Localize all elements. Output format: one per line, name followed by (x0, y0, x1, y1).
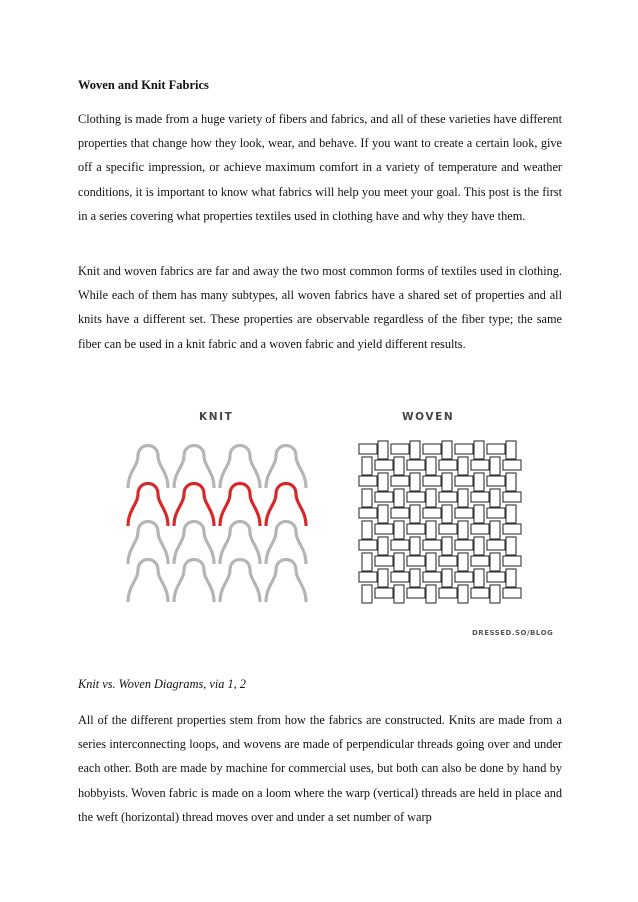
knit-loop (128, 522, 168, 565)
woven-thread-segment (375, 556, 393, 566)
woven-thread-segment (458, 553, 468, 571)
woven-label: WOVEN (402, 411, 455, 423)
woven-thread-segment (503, 588, 521, 598)
woven-thread-segment (439, 524, 457, 534)
knit-loop (220, 522, 260, 565)
woven-thread-segment (439, 588, 457, 598)
woven-thread-segment (359, 508, 377, 518)
woven-thread-segment (458, 585, 468, 603)
woven-thread-segment (471, 588, 489, 598)
knit-loop (220, 484, 260, 527)
woven-thread-segment (423, 572, 441, 582)
knit-loop (128, 484, 168, 527)
woven-thread-segment (506, 537, 516, 555)
woven-thread-segment (458, 457, 468, 475)
woven-thread-segment (439, 492, 457, 502)
woven-thread-segment (410, 537, 420, 555)
knit-loop (174, 560, 214, 603)
woven-thread-segment (490, 553, 500, 571)
woven-thread-segment (426, 553, 436, 571)
knit-loop (220, 560, 260, 603)
knit-loop (174, 522, 214, 565)
knit-loop (266, 522, 306, 565)
woven-thread-segment (407, 460, 425, 470)
woven-thread-segment (394, 521, 404, 539)
woven-thread-segment (407, 524, 425, 534)
knit-label: KNIT (199, 411, 234, 423)
knit-loop (128, 446, 168, 489)
woven-thread-segment (375, 588, 393, 598)
woven-thread-segment (362, 521, 372, 539)
woven-diagram (358, 440, 523, 605)
woven-thread-segment (474, 569, 484, 587)
knit-diagram (118, 432, 318, 612)
woven-thread-segment (410, 505, 420, 523)
woven-thread-segment (442, 537, 452, 555)
woven-thread-segment (455, 508, 473, 518)
woven-thread-segment (362, 553, 372, 571)
woven-thread-segment (490, 521, 500, 539)
figure-caption: Knit vs. Woven Diagrams, via 1, 2 (78, 677, 246, 691)
knit-woven-diagram (100, 400, 560, 660)
woven-thread-segment (474, 505, 484, 523)
woven-thread-segment (490, 457, 500, 475)
woven-thread-segment (410, 569, 420, 587)
woven-thread-segment (423, 508, 441, 518)
woven-thread-segment (375, 460, 393, 470)
woven-thread-segment (407, 492, 425, 502)
woven-thread-segment (503, 492, 521, 502)
woven-thread-segment (391, 572, 409, 582)
woven-thread-segment (490, 585, 500, 603)
woven-thread-segment (426, 585, 436, 603)
woven-thread-segment (394, 489, 404, 507)
woven-thread-segment (490, 489, 500, 507)
woven-thread-segment (487, 572, 505, 582)
woven-thread-segment (442, 441, 452, 459)
woven-thread-segment (471, 492, 489, 502)
woven-thread-segment (378, 473, 388, 491)
woven-thread-segment (506, 473, 516, 491)
woven-thread-segment (474, 441, 484, 459)
woven-thread-segment (378, 441, 388, 459)
woven-thread-segment (359, 444, 377, 454)
woven-thread-segment (375, 492, 393, 502)
woven-thread-segment (391, 444, 409, 454)
woven-thread-segment (487, 508, 505, 518)
woven-thread-segment (391, 540, 409, 550)
woven-thread-segment (503, 556, 521, 566)
woven-thread-segment (506, 505, 516, 523)
woven-thread-segment (362, 489, 372, 507)
woven-thread-segment (375, 524, 393, 534)
woven-thread-segment (391, 476, 409, 486)
woven-thread-segment (378, 505, 388, 523)
woven-thread-segment (458, 489, 468, 507)
woven-thread-segment (359, 540, 377, 550)
woven-thread-segment (474, 537, 484, 555)
image-credit: DRESSED.SO/BLOG (472, 629, 554, 637)
woven-thread-segment (394, 553, 404, 571)
woven-thread-segment (378, 569, 388, 587)
woven-thread-segment (407, 556, 425, 566)
woven-thread-segment (506, 441, 516, 459)
knit-loop (174, 484, 214, 527)
woven-thread-segment (471, 524, 489, 534)
woven-thread-segment (426, 489, 436, 507)
woven-thread-segment (410, 473, 420, 491)
woven-thread-segment (455, 444, 473, 454)
knit-loop (266, 560, 306, 603)
woven-thread-segment (442, 473, 452, 491)
woven-thread-segment (458, 521, 468, 539)
woven-thread-segment (506, 569, 516, 587)
woven-thread-segment (394, 585, 404, 603)
knit-loop (174, 446, 214, 489)
woven-thread-segment (394, 457, 404, 475)
woven-thread-segment (471, 460, 489, 470)
paragraph-intro: Clothing is made from a huge variety of fibers and fabrics, and all of these varieties have different properties that change how they look, wear, and behave. If you want to create a certain look, give off a specific impression, or achieve maximum comfort in a variety of temperature and weather conditions, it is important to know what fabrics will help you meet your goal. This post is the first in a series covering what properties textiles used in clothing have and why they have them. (78, 112, 562, 223)
woven-thread-segment (471, 556, 489, 566)
woven-thread-segment (423, 476, 441, 486)
knit-loop (220, 446, 260, 489)
woven-thread-segment (487, 444, 505, 454)
knit-loop (266, 446, 306, 489)
woven-thread-segment (407, 588, 425, 598)
woven-thread-segment (442, 505, 452, 523)
woven-thread-segment (487, 476, 505, 486)
knit-loop (128, 560, 168, 603)
woven-thread-segment (391, 508, 409, 518)
woven-thread-segment (474, 473, 484, 491)
paragraph-knit-woven: Knit and woven fabrics are far and away the two most common forms of textiles used in clothing. While each of them has many subtypes, all woven fabrics have a shared set of properties and all knits have a different set. These properties are observable regardless of the fiber type; the same fiber can be used in a knit fabric and a woven fabric and yield different results. (78, 264, 562, 351)
knit-loop (266, 484, 306, 527)
woven-thread-segment (359, 572, 377, 582)
woven-thread-segment (455, 476, 473, 486)
woven-thread-segment (439, 556, 457, 566)
woven-thread-segment (423, 444, 441, 454)
woven-thread-segment (426, 521, 436, 539)
woven-thread-segment (426, 457, 436, 475)
woven-thread-segment (378, 537, 388, 555)
woven-thread-segment (503, 524, 521, 534)
woven-thread-segment (439, 460, 457, 470)
woven-thread-segment (487, 540, 505, 550)
woven-thread-segment (410, 441, 420, 459)
woven-thread-segment (359, 476, 377, 486)
woven-thread-segment (442, 569, 452, 587)
woven-thread-segment (423, 540, 441, 550)
woven-thread-segment (362, 585, 372, 603)
document-title: Woven and Knit Fabrics (78, 78, 209, 92)
woven-thread-segment (362, 457, 372, 475)
woven-thread-segment (503, 460, 521, 470)
woven-thread-segment (455, 572, 473, 582)
paragraph-construction: All of the different properties stem from how the fabrics are constructed. Knits are made from a series interconnecting loops, and wovens are made of perpendicular threads going over and under each other. Both are made by machine for commercial uses, but both can also be done by hand by hobbyists. Woven fabric is made on a loom where the warp (vertical) threads are held in place and the weft (horizontal) thread moves over and under a set number of warp (78, 713, 562, 824)
woven-thread-segment (455, 540, 473, 550)
